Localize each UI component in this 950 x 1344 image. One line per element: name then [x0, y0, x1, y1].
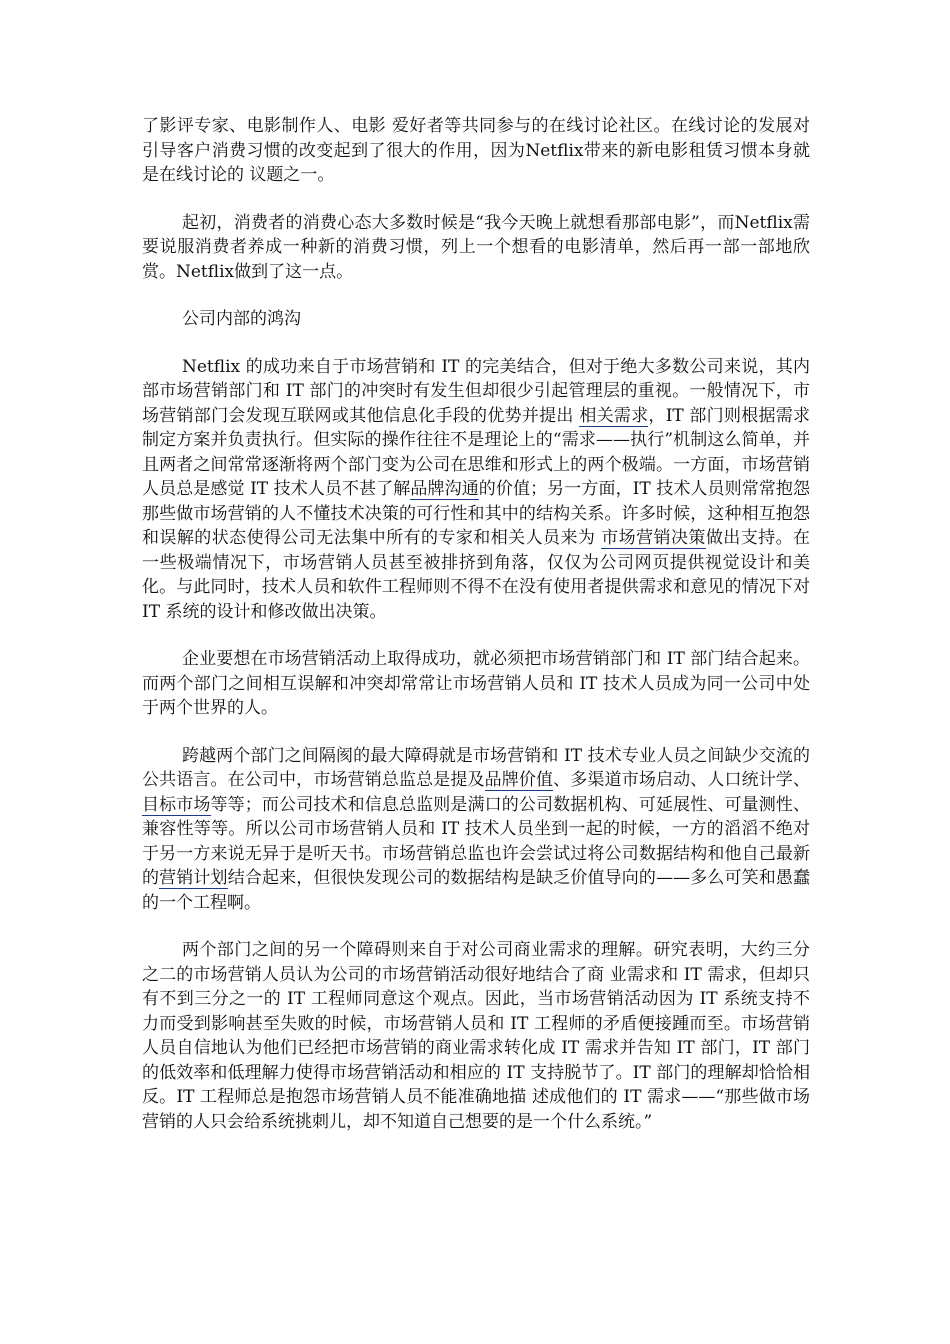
- paragraph-text: 结合起来，但很快发现公司的数据结构是缺乏价值导向的——多么可笑和愚蠢的一个工程啊。: [142, 868, 811, 913]
- keyword-link[interactable]: 目标市场: [142, 794, 211, 815]
- paragraph: [142, 744, 810, 916]
- paragraph: [142, 211, 810, 285]
- keyword-link[interactable]: 营销计划: [159, 868, 228, 888]
- section-heading: [142, 307, 810, 332]
- paragraph: [142, 114, 810, 188]
- keyword-link[interactable]: 市场营销决策: [601, 528, 706, 548]
- paragraph-text: 企业要想在市场营销活动上取得成功，就必须把市场营销部门和 IT 部门结合起来。而两个部门之间相互误解和冲突却常常让市场营销人员和 IT 技术人员成为同一公司中处于两个世界的人。: [142, 649, 810, 718]
- paragraph-text: 起初，消费者的消费心态大多数时候是“我今天晚上就想看那部电影”，而Netflix需要说服消费者养成一种新的消费习惯，列上一个想看的电影清单，然后再一部一部地欣赏。Netflix做到了这一点。: [142, 212, 810, 282]
- paragraph-text: ，IT 部门则根据需求制定方案并负责执行。但实际的操作往往不是理论上的“需求——执行”机制这么简单，并且两者之间常常逐渐将两个部门变为公司在思维和形式上的两个极端。一方面，市场营销人员总是感觉 IT 技术人员不甚了解: [142, 405, 811, 499]
- paragraph-text: 跨越两个部门之间隔阂的最大障碍就是市场营销和 IT 技术专业人员之间缺少交流的公共语言。在公司中，市场营销总监总是提及: [142, 745, 810, 790]
- document-body: [142, 114, 816, 1157]
- keyword-link[interactable]: 品牌价值: [484, 770, 554, 790]
- paragraph-text: 的价值；另一方面，IT 技术人员则常常抱怨那些做市场营销的人不懂技术决策的可行性和其中的结构关系。许多时候，这种相互抱怨和误解的状态使得公司无法集中所有的专家和相关人员来为: [142, 479, 810, 548]
- paragraph-text: 做出支持。在一些极端情况下，市场营销人员甚至被排挤到角落，仅仅为公司网页提供视觉设计和美化。与此同时，技术人员和软件工程师则不得不在没有使用者提供需求和意见的情况下对 IT 系统的设计和修改做出决策。: [142, 528, 816, 622]
- paragraph-text: 等等；而公司技术和信息总监则是满口的公司数据机构、可延展性、可量测性、兼容性等等。所以公司市场营销人员和 IT 技术人员坐到一起的时候，一方的滔滔不绝对于另一方来说无异于是听天书。市场营销总监也许会尝试过将公司数据结构和他自己最新的: [142, 794, 811, 888]
- paragraph: [142, 355, 816, 625]
- keyword-link[interactable]: 相关需求: [579, 405, 649, 426]
- paragraph: [142, 938, 810, 1134]
- keyword-link[interactable]: 品牌沟通: [410, 479, 479, 499]
- paragraph-text: Netflix 的成功来自于市场营销和 IT 的完美结合，但对于绝大多数公司来说，其内部市场营销部门和 IT 部门的冲突时有发生但却很少引起管理层的重视。一般情况下，市场营销部门会发现互联网或其他信息化手段的优势并提出: [142, 356, 810, 426]
- paragraph-text: 、多渠道市场启动、人口统计学、: [553, 770, 811, 790]
- paragraph-text: 了影评专家、电影制作人、电影 爱好者等共同参与的在线讨论社区。在线讨论的发展对引导客户消费习惯的改变起到了很大的作用，因为Netflix带来的新电影租赁习惯本身就是在线讨论的 议题之一。: [142, 116, 810, 185]
- paragraph-text: 公司内部的鸿沟: [182, 309, 301, 329]
- paragraph-text: 两个部门之间的另一个障碍则来自于对公司商业需求的理解。研究表明，大约三分之二的市场营销人员认为公司的市场营销活动很好地结合了商 业需求和 IT 需求，但却只有不到三分之一的 IT 工程师同意这个观点。因此，当市场营销活动因为 IT 系统支持不力而受到影响甚至失败的时候，市场营销人员和 IT 工程师的矛盾便接踵而至。市场营销人员自信地认为他们已经把市场营销的商业需求转化成 IT 需求并告知 IT 部门，IT 部门的低效率和低理解力使得市场营销活动和相应的 IT 支持脱节了。IT 部门的理解却恰恰相反。IT 工程师总是抱怨市场营销人员不能准确地描 述成他们的 IT 需求——“那些做市场营销的人只会给系统挑刺儿，却不知道自己想要的是一个什么系统。”: [142, 940, 810, 1132]
- paragraph: [142, 647, 810, 721]
